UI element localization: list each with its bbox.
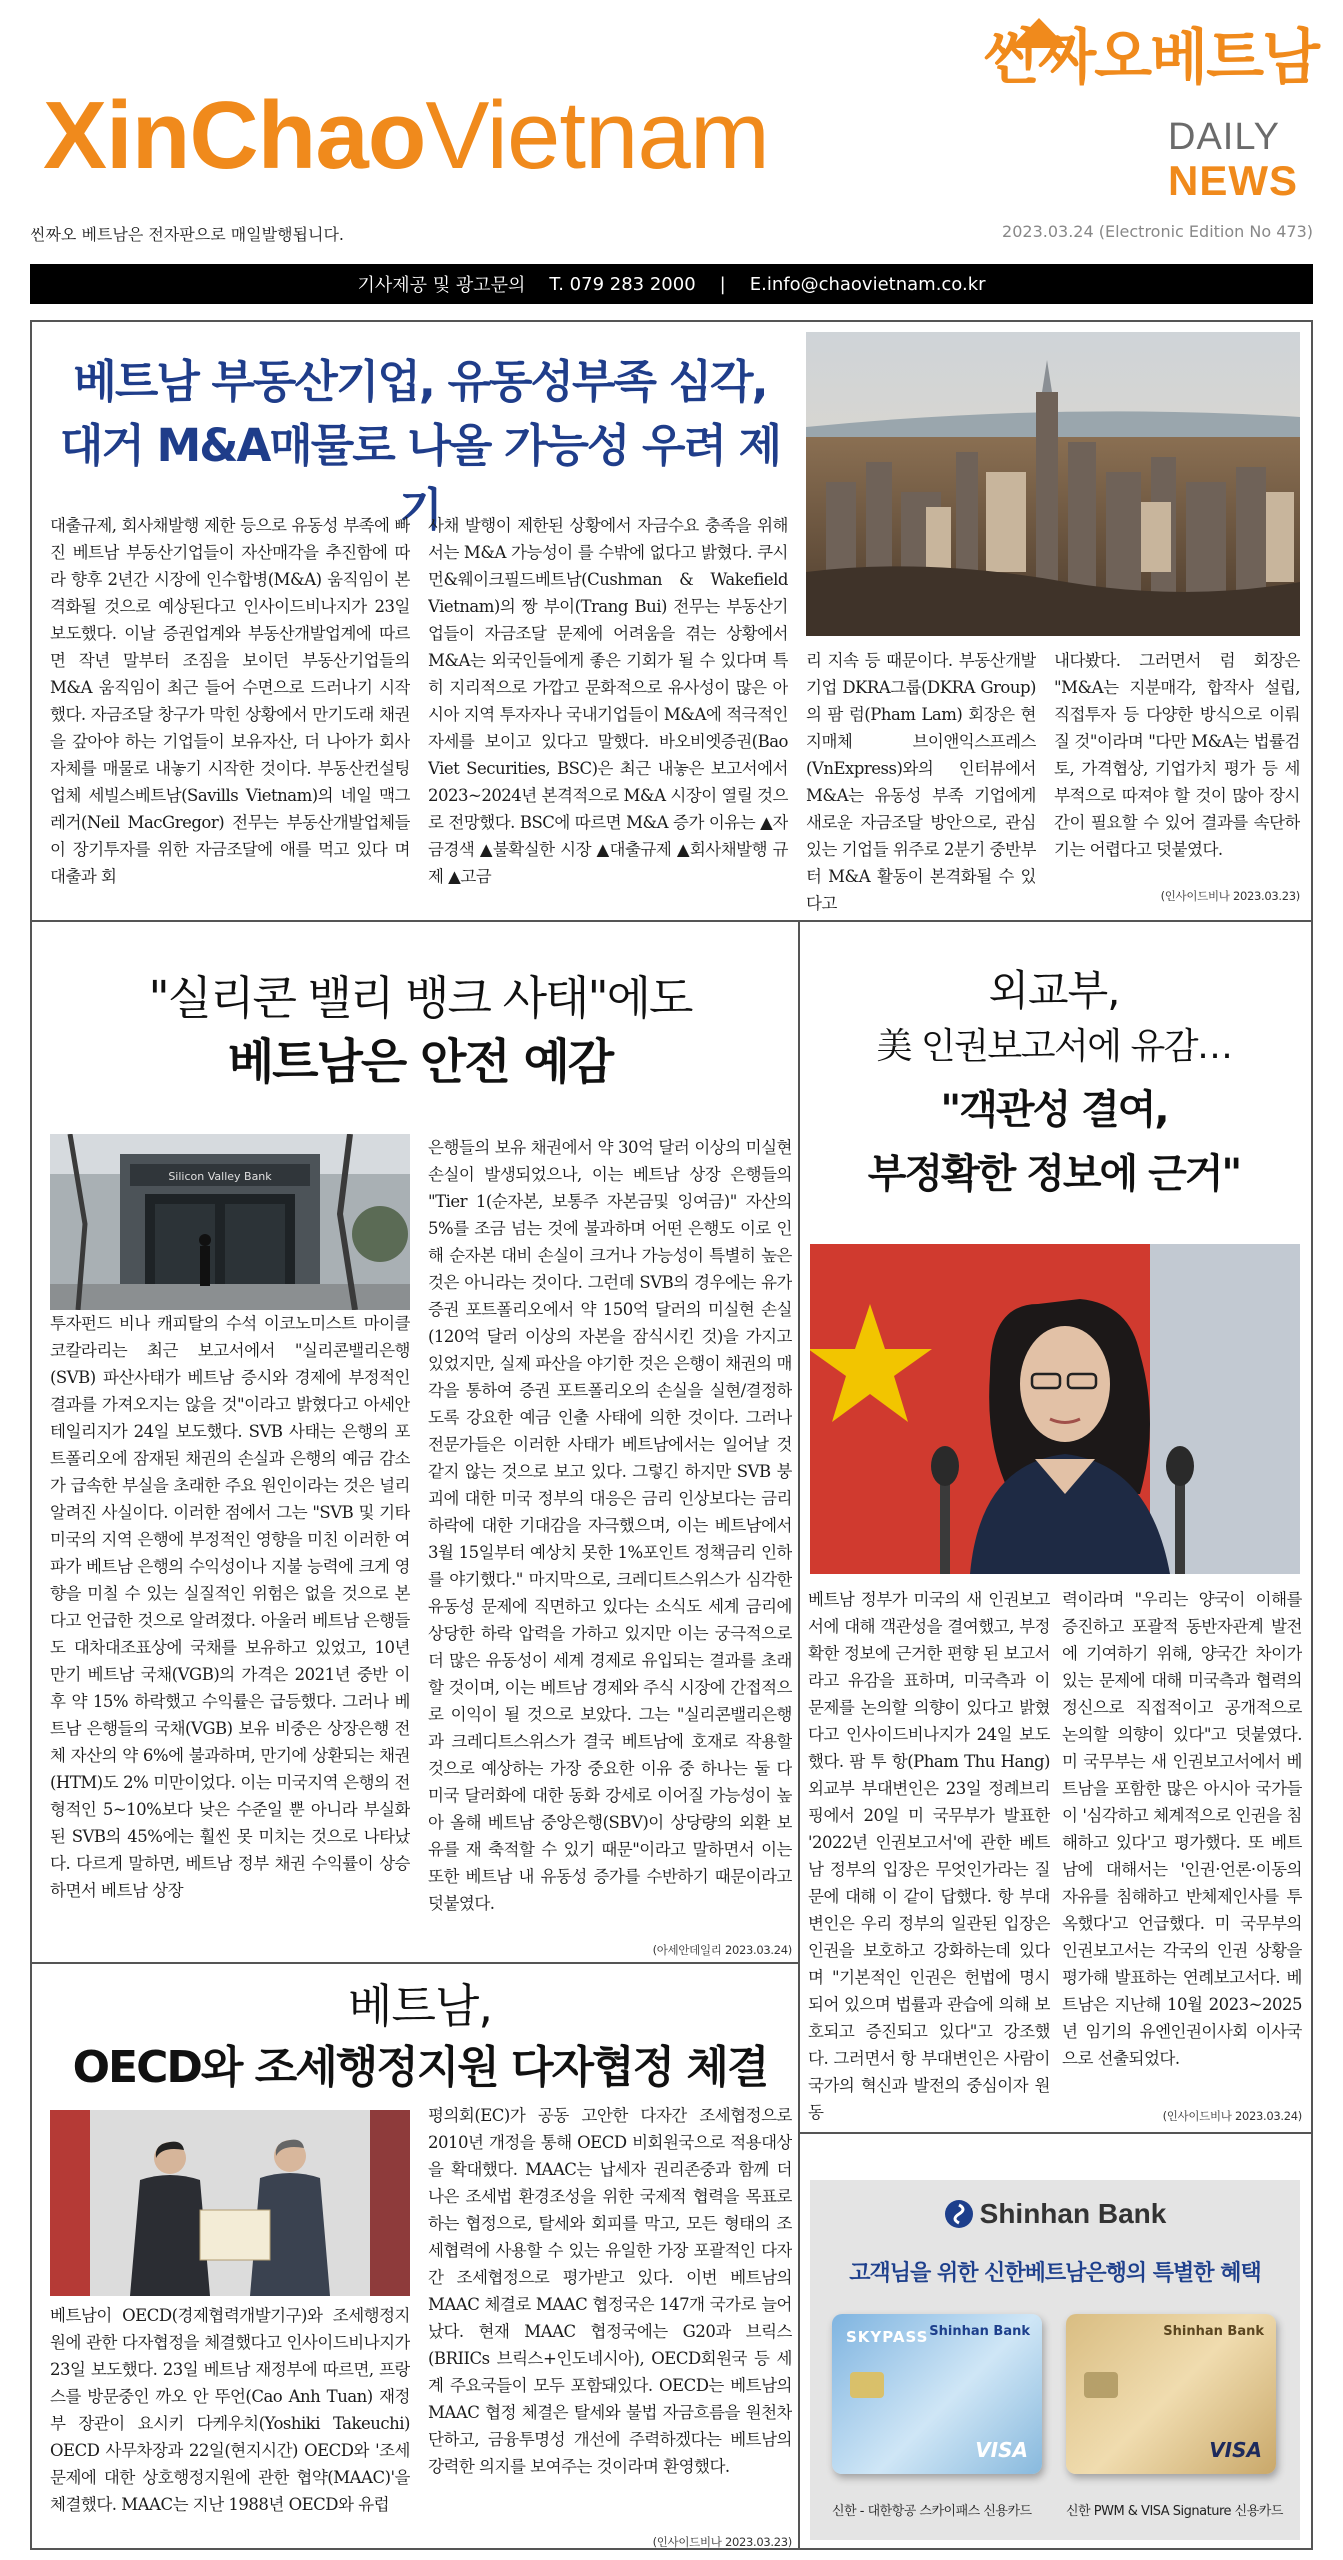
article2-credit: (아세안데일리 2023.03.24) (652, 1943, 792, 1957)
article4-headline-line2[interactable]: 美 인권보고서에 유감… (876, 1026, 1232, 1067)
article4-credit: (인사이드비나 2023.03.24) (1162, 2109, 1302, 2123)
edition-info: 2023.03.24 (Electronic Edition No 473) (1002, 222, 1313, 241)
article4-col1: 베트남 정부가 미국의 새 인권보고서에 대해 객관성을 결여했고, 부정확한 정보에 근거한 편향 된 보고서라고 유감을 표하며, 미국측과 이 문제를 논의할 의향이 있다고 밝혔다고 인사이드비나지가 24일 보도했다. 팜 투 항(Pham Thu Hang) 외교부 부대변인은 23일 정례브리핑에서 20일 미 국무부가 발표한 '2022년 인권보고서'에 관한 베트남 정부의 입장은 무엇인가라는 질문에 대해 이 같이 답했다. 항 부대변인은 우리 정부의 일관된 입장은 인권을 보호하고 강화하는데 있다며 "기본적인 인권은 헌법에 명시되어 있으며 법률과 관습에 의해 보호되고 증진되고 있다"고 강조했다. 그러면서 항 부대변인은 사람이 국가의 혁신과 발전의 중심이자 원동 (808, 1590, 1050, 2122)
article2-col2: 은행들의 보유 채권에서 약 30억 달러 이상의 미실현 손실이 발생되었으나, 이는 베트남 상장 은행들의 "Tier 1(순자본, 보통주 자본금및 잉여금)" 자산의 5%를 조금 넘는 것에 불과하며 어떤 은행도 이로 인해 순자본 대비 손실이 크거나 가능성이 특별히 높은 것은 아니라는 것이다. 그런데 SVB의 경우에는 유가증권 포트폴리오에서 약 150억 달러의 미실현 손실(120억 달러 이상의 자본을 잠식시킨 것)을 가지고 있었지만, 실제 파산을 야기한 것은 은행이 채권의 매각을 통하여 증권 포트폴리오의 손실을 실현/결정하도록 강요한 예금 인출 사태에 의한 것이다. 그러나 전문가들은 이러한 사태가 베트남에서는 일어날 것 같지 않는 것으로 보고 있다. 그렇긴 하지만 SVB 붕괴에 대한 미국 정부의 대응은 금리 인상보다는 금리 하락에 대한 기대감을 자극했으며, 이는 베트남에서 3월 15일부터 예상치 못한 1%포인트 정책금리 인하를 야기했다." 마지막으로, 크레디트스위스가 심각한 유동성 문제에 직면하고 있다는 소식도 세계 금리에 상당한 하락 압력을 가하고 있지만 이는 궁극적으로 더 많은 유동성이 세계 경제로 유입되는 결과를 초래할 것이며, 이는 베트남 경제와 주식 시장에 간접적으로 이익이 될 것으로 보았다. 그는 "실리콘밸리은행과 크레디트스위스가 결국 베트남에 호재로 작용할 것으로 예상하는 가장 중요한 이유 중 하나는 둘 다 미국 달러화에 대한 동화 강세로 이어질 가능성이 높아 올해 베트남 중앙은행(SBV)이 상당량의 외환 보유를 재 축적할 수 있기 때문"이라고 말하면서 이는 또한 베트남 내 유동성 증가를 수반하기 때문이라고 덧붙였다. (428, 1138, 792, 1913)
article4-headline-line1[interactable]: 외교부, (988, 966, 1120, 1015)
oecd-signing-photo (50, 2110, 410, 2296)
article3-col2: 평의회(EC)가 공동 고안한 다자간 조세협정으로 2010년 개정을 통해 OECD 비회원국으로 적용대상을 확대했다. MAAC는 납세자 권리존중과 함께 더 나은 조세법 환경조성을 위한 국제적 협력을 목표로 하는 협정으로, 탈세와 회피를 막고, 모든 형태의 조세협력에 사용할 수 있는 유일한 가장 포괄적인 다자간 조세협정으로 평가받고 있다. 이번 베트남의 MAAC 체결로 MAAC 협정국은 147개 국가로 늘어났다. 현재 MAAC 협정국에는 G20과 브릭스(BRIICs 브릭스+인도네시아), OECD회원국 등 세계 주요국들이 모두 포함돼있다. OECD는 베트남의 MAAC 협정 체결은 탈세와 불법 자금흐름을 원천차단하고, 금융투명성 개선에 주력하겠다는 베트남의 강력한 의지를 보여주는 것이라며 환영했다. (428, 2106, 792, 2476)
xinchao-logo: XinChaoVietnam (43, 82, 769, 189)
daily-label: DAILY (1168, 116, 1281, 158)
card-chip-icon (1084, 2372, 1118, 2398)
article3-headline-line1[interactable]: 베트남, (348, 1979, 492, 2033)
article3-credit: (인사이드비나 2023.03.23) (652, 2535, 792, 2549)
svb-bank-photo (50, 1134, 410, 1310)
card2-bank: Shinhan Bank (1163, 2324, 1264, 2339)
article1-col2: 사채 발행이 제한된 상황에서 자금수요 충족을 위해서는 M&A 가능성이 를 수밖에 없다고 밝혔다. 쿠시먼&웨이크필드베트남(Cushman & Wakefield Vietnam)의 짱 부이(Trang Bui) 전무는 부동산기업들이 자금조달 문제에 어려움을 겪는 상황에서 M&A는 외국인들에게 좋은 기회가 될 수 있다며 특히 지리적으로 가깝고 문화적으로 유사성이 많은 아시아 지역 투자자나 국내기업들이 M&A에 적극적인 자세를 보이고 있다고 말했다. 바오비엣증권(Bao Viet Securities, BSC)은 최근 내놓은 보고서에서 2023~2024년 본격적으로 M&A 시장이 열릴 것으로 전망했다. BSC에 따르면 M&A 증가 이유는 ▲자금경색 ▲불확실한 시장 ▲대출규제 ▲회사채발행 규제 ▲고금 (428, 516, 788, 886)
contact-label: 기사제공 및 광고문의 (357, 275, 526, 296)
signature-card[interactable] (1066, 2314, 1276, 2474)
article2-col1: 투자펀드 비나 캐피탈의 수석 이코노미스트 마이클 코칼라리는 최근 보고서에서 "실리콘밸리은행(SVB) 파산사태가 베트남 증시와 경제에 부정적인 결과를 가져오지는 않을 것"이라고 밝혔다고 아세안테일리지가 24일 보도했다. SVB 사태는 은행의 포트폴리오에 잠재된 채권의 손실과 은행의 예금 감소가 급속한 부실을 초래한 주요 원인이라는 것은 널리 알려진 사실이다. 이러한 점에서 그는 "SVB 및 기타 미국의 지역 은행에 부정적인 영향을 미친 이러한 여파가 베트남 은행의 수익성이나 지불 능력에 크게 영향을 미칠 수 있는 실질적인 위험은 없을 것으로 본다고 언급한 것으로 알려졌다. 아울러 베트남 은행들도 대차대조표상에 국채를 보유하고 있었고, 10년 만기 베트남 국채(VGB)의 가격은 2021년 중반 이후 약 15% 하락했고 수익률은 급등했다. 그러나 베트남 은행들의 국채(VGB) 보유 비중은 상장은행 전체 자산의 약 6%에 불과하며, 만기에 상환되는 채권(HTM)도 2% 미만이었다. 이는 미국지역 은행의 전형적인 5~10%보다 낮은 수준일 뿐 아니라 부실화된 SVB의 45%에는 훨씬 못 미치는 것으로 나타났다. 다르게 말하면, 베트남 정부 채권 수익률이 상승하면서 베트남 상장 (50, 1314, 410, 1900)
article1-col4: 내다봤다. 그러면서 럼 회장은 "M&A는 지분매각, 합작사 설립, 직접투자 등 다양한 방식으로 이뤄질 것"이라며 "다만 M&A는 법률검토, 가격협상, 기업가치 평가 등 세부적으로 따져야 할 것이 많아 장시간이 필요할 수 있어 결과를 속단하기는 어렵다고 덧붙였다. (1054, 651, 1300, 859)
card1-bank: Shinhan Bank (929, 2324, 1030, 2339)
article1-col3: 리 지속 등 때문이다. 부동산개발기업 DKRA그룹(DKRA Group)의 팜 럼(Pham Lam) 회장은 현지매체 브이앤익스프레스(VnExpress)와의 인터뷰에서 M&A는 유동성 부족 기업에게 새로운 자금조달 방안으로, 관심 있는 기업들 위주로 2분기 중반부터 M&A 활동이 본격화될 수 있다고 (806, 651, 1036, 913)
article1-headline[interactable]: 베트남 부동산기업, 유동성부족 심각, 대거 M&A매물로 나올 가능성 우려 제기 (59, 355, 781, 536)
contact-phone[interactable]: T. 079 283 2000 (549, 273, 696, 295)
masthead (28, 18, 1318, 218)
contact-email[interactable]: E.info@chaovietnam.co.kr (749, 273, 986, 295)
shinhan-bank-ad[interactable] (810, 2180, 1300, 2540)
section-divider (798, 2132, 1313, 2134)
svb-sign: Silicon Valley Bank (168, 1170, 272, 1183)
shinhan-logo-icon (944, 2199, 974, 2229)
ad-brand: Shinhan Bank (810, 2198, 1300, 2230)
news-label: NEWS (1168, 157, 1298, 204)
card2-network: VISA (1209, 2438, 1262, 2462)
article2-headline-line1[interactable]: "실리콘 밸리 뱅크 사태"에도 (148, 971, 692, 1025)
column-divider (798, 920, 800, 2550)
article4-headline-line3[interactable]: "객관성 결여, (940, 1087, 1168, 1133)
korean-brand-logo: 씬짜오베트남 (982, 23, 1318, 93)
spokesperson-photo (810, 1244, 1300, 1574)
ad-slogan: 고객님을 위한 신한베트남은행의 특별한 혜택 (849, 2261, 1261, 2286)
section-divider (30, 920, 1313, 922)
article1-credit: (인사이드비나 2023.03.23) (1160, 889, 1300, 903)
section-divider (30, 1962, 798, 1964)
card1-caption: 신한 - 대한항공 스카이패스 신용카드 (832, 2504, 1032, 2519)
card1-name: SKYPASS (846, 2328, 929, 2346)
card-chip-icon (850, 2372, 884, 2398)
article3-col1: 베트남이 OECD(경제협력개발기구)와 조세행정지원에 관한 다자협정을 체결했다고 인사이드비나지가 23일 보도했다. 23일 베트남 재정부에 따르면, 프랑스를 방문중인 까오 안 뚜언(Cao Anh Tuan) 재정부 장관이 요시키 다케우치(Yoshiki Takeuchi) OECD 사무차장과 22일(현지시간) OECD와 '조세 문제에 대한 상호행정지원에 관한 협약(MAAC)'을 체결했다. MAAC는 지난 1988년 OECD와 유럽 (50, 2306, 410, 2514)
publication-note: 씬짜오 베트남은 전자판으로 매일발행됩니다. (30, 225, 345, 244)
skypass-card[interactable] (832, 2314, 1042, 2474)
contact-separator: | (719, 273, 726, 295)
city-skyline-photo (806, 332, 1300, 636)
article4-col2: 력이라며 "우리는 양국이 이해를 증진하고 포괄적 동반자관계 발전에 기여하기 위해, 양국간 차이가 있는 문제에 대해 미국측과 협력의 정신으로 직접적이고 공개적으로 논의할 의향이 있다"고 덧붙였다. 미 국무부는 새 인권보고서에서 베트남을 포함한 많은 아시아 국가들이 '심각하고 체계적으로 인권을 침해하고 있다'고 평가했다. 또 베트남에 대해서는 '인권·언론·이동의 자유를 침해하고 반체제인사를 투옥했다'고 언급했다. 미 국무부의 인권보고서는 각국의 인권 상황을 평가해 발표하는 연례보고서다. 베트남은 지난해 10월 2023~2025년 임기의 유엔인권이사회 이사국으로 선출되었다. (1062, 1590, 1302, 2068)
article3-headline-line2[interactable]: OECD와 조세행정지원 다자협정 체결 (72, 2042, 768, 2093)
contact-bar (30, 264, 1313, 304)
article1-col1: 대출규제, 회사채발행 제한 등으로 유동성 부족에 빠진 베트남 부동산기업들이 자산매각을 추진함에 따라 향후 2년간 시장에 인수합병(M&A) 움직임이 본격화될 것으로 예상된다고 인사이드비나지가 23일 보도했다. 이날 증권업계와 부동산개발업계에 따르면 작년 말부터 조짐을 보이던 부동산기업들의 M&A 움직임이 최근 들어 수면으로 드러나기 시작했다. 자금조달 창구가 막힌 상황에서 만기도래 채권을 갚아야 하는 기업들이 보유자산, 더 나아가 회사자체를 매물로 내놓기 시작한 것이다. 부동산컨설팅업체 세빌스베트남(Savills Vietnam)의 네일 맥그레거(Neil MacGregor) 전무는 부동산개발업체들이 장기투자를 위한 자금조달에 애를 먹고 있다 며 대출과 회 (50, 516, 410, 886)
card2-caption: 신한 PWM & VISA Signature 신용카드 (1066, 2504, 1283, 2519)
article2-headline-line2[interactable]: 베트남은 안전 예감 (227, 1034, 613, 1090)
article4-headline-line4[interactable]: 부정확한 정보에 근거" (867, 1151, 1241, 1197)
card1-network: VISA (975, 2438, 1028, 2462)
